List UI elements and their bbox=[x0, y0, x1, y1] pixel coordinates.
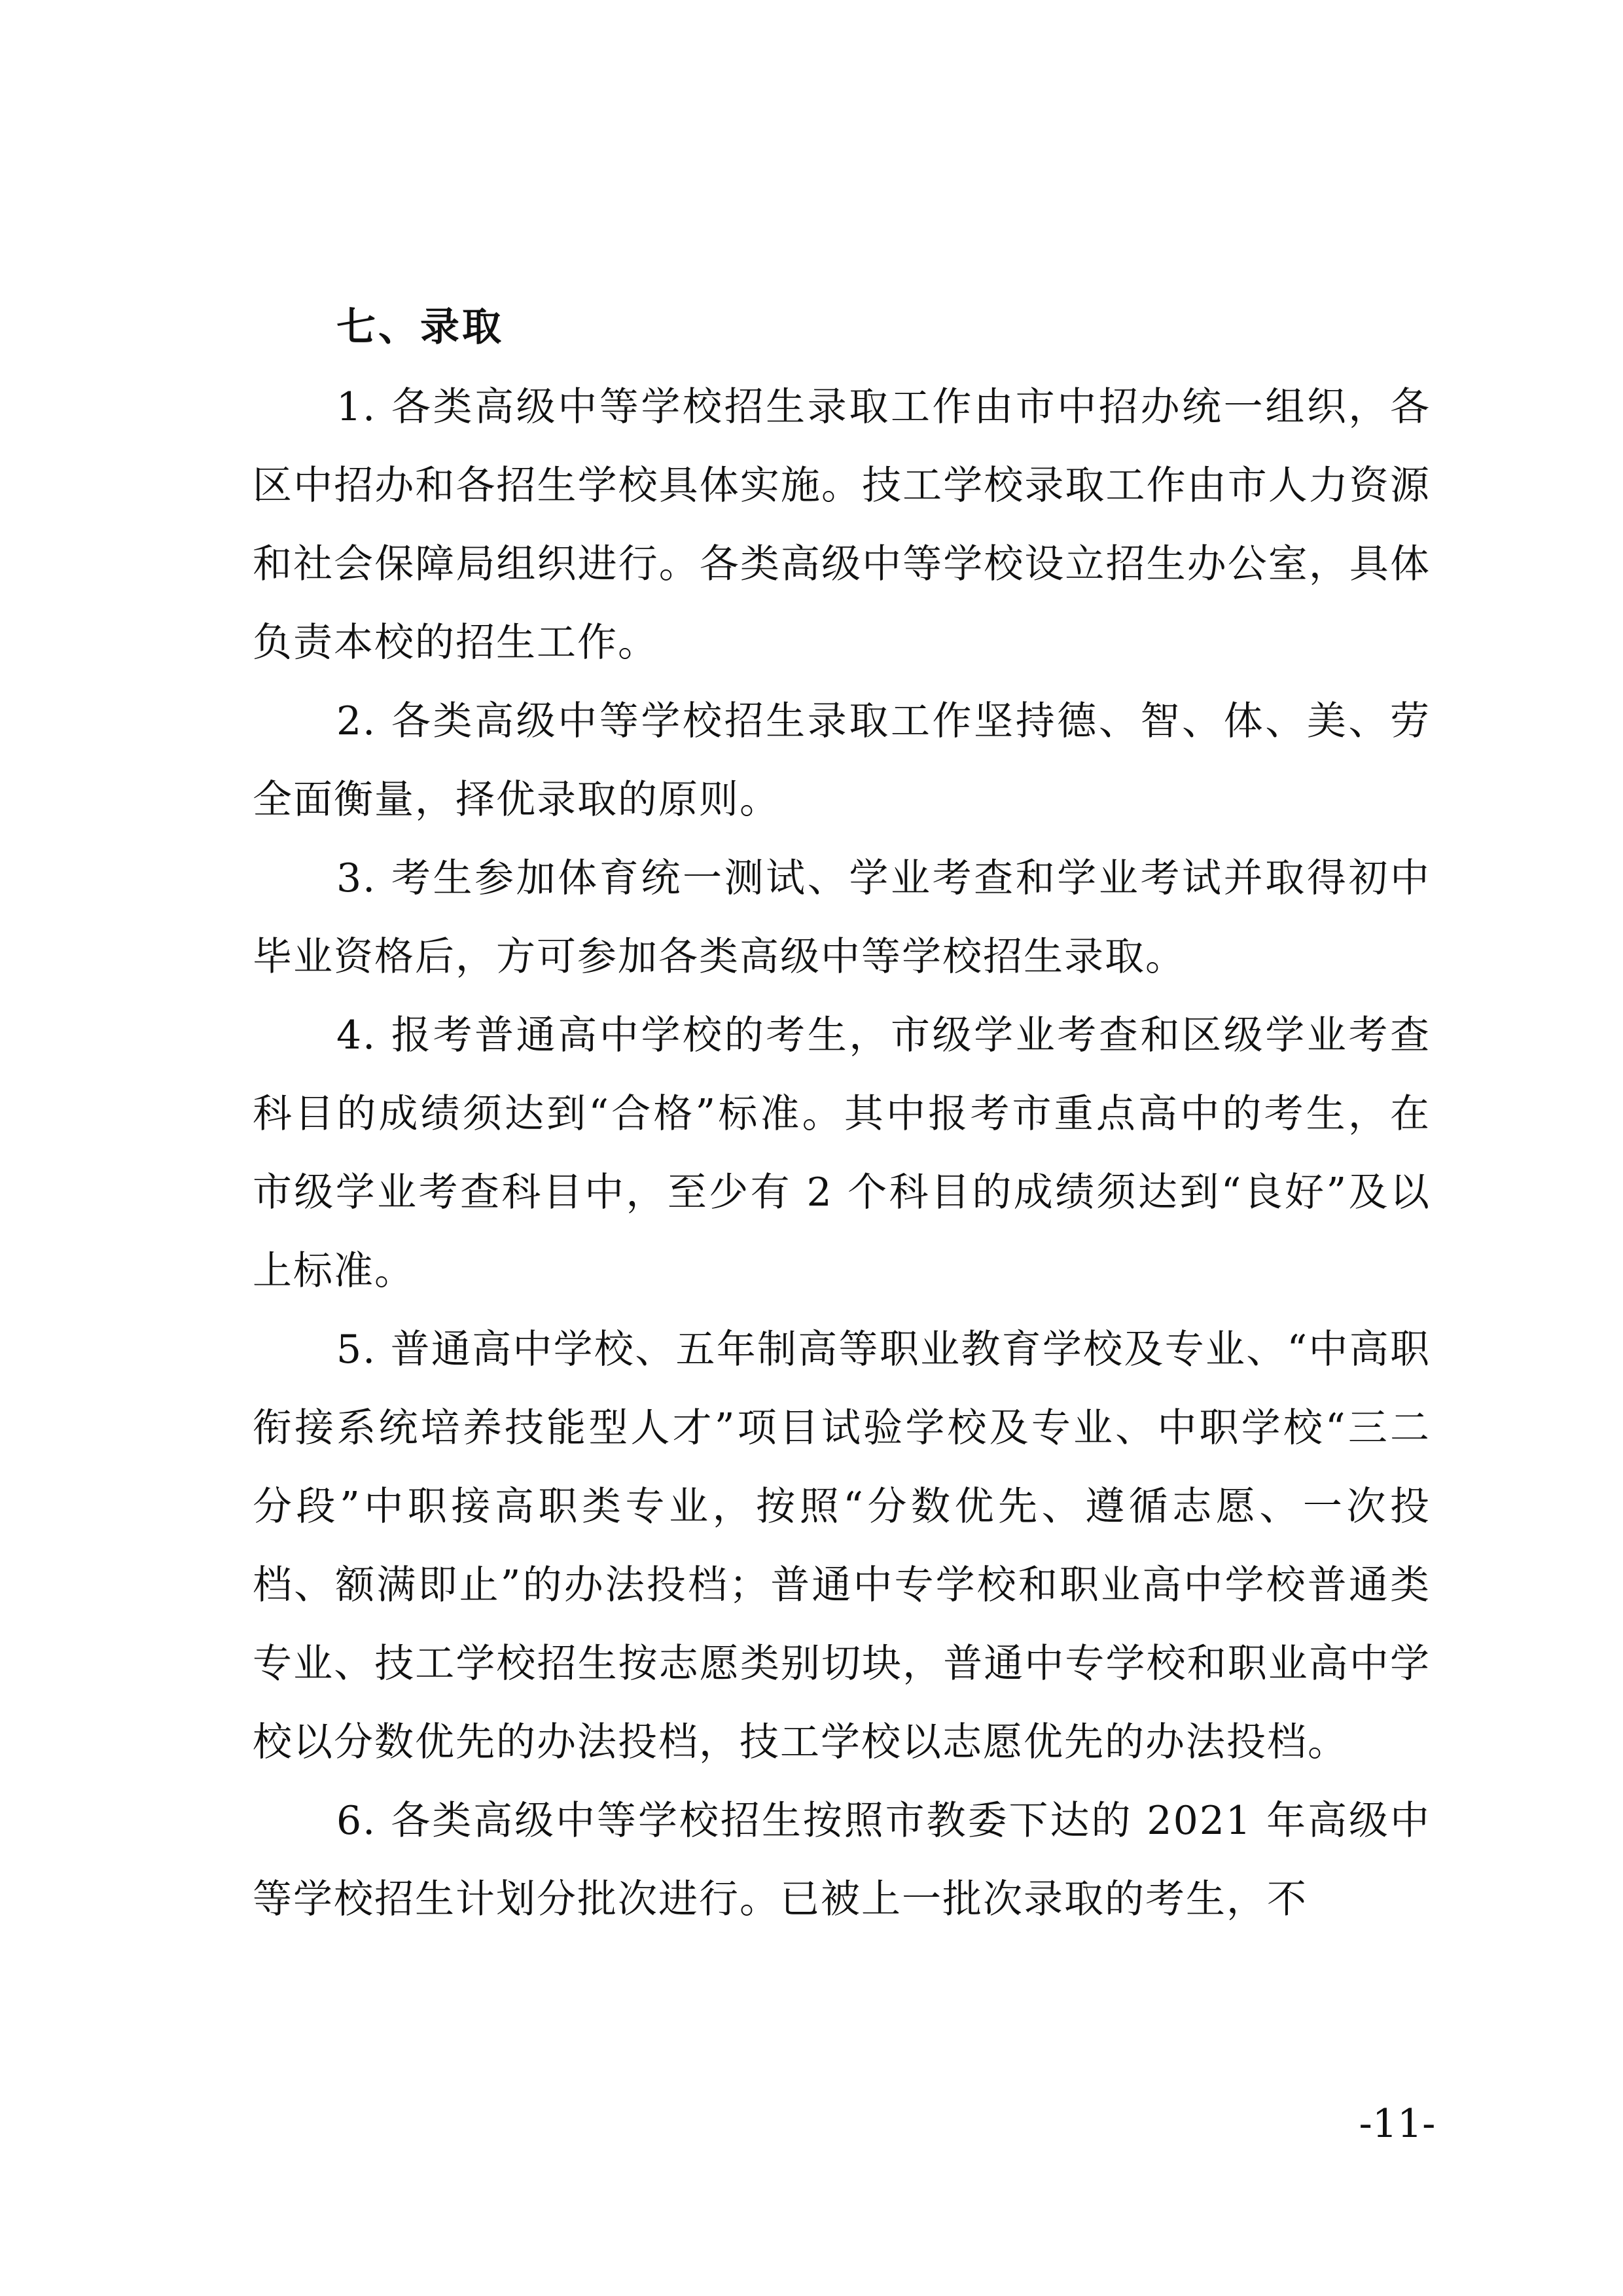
paragraph-1: 1. 各类高级中等学校招生录取工作由市中招办统一组织，各区中招办和各招生学校具体实施。技工学校录取工作由市人力资源和社会保障局组织进行。各类高级中等学校设立招生办公室，具体负责本校的招生工作。 bbox=[253, 384, 1431, 666]
paragraph-4: 4. 报考普通高中学校的考生，市级学业考查和区级学业考查科目的成绩须达到“合格”标准。其中报考市重点高中的考生，在市级学业考查科目中，至少有 2 个科目的成绩须达到“良好”及以上标准。 bbox=[253, 1013, 1431, 1294]
paragraph-6: 6. 各类高级中等学校招生按照市教委下达的 2021 年高级中等学校招生计划分批次进行。已被上一批次录取的考生，不 bbox=[253, 1798, 1431, 1922]
section-heading: 七、录取 bbox=[336, 304, 504, 350]
paragraph-3: 3. 考生参加体育统一测试、学业考查和学业考试并取得初中毕业资格后，方可参加各类高级中等学校招生录取。 bbox=[253, 855, 1431, 980]
page-number: -11- bbox=[1359, 2101, 1436, 2147]
paragraph-5: 5. 普通高中学校、五年制高等职业教育学校及专业、“中高职衔接系统培养技能型人才”项目试验学校及专业、中职学校“三二分段”中职接高职类专业，按照“分数优先、遵循志愿、一次投档、额满即止”的办法投档；普通中专学校和职业高中学校普通类专业、技工学校招生按志愿类别切块，普通中专学校和职业高中学校以分数优先的办法投档，技工学校以志愿优先的办法投档。 bbox=[253, 1327, 1431, 1765]
paragraph-2: 2. 各类高级中等学校招生录取工作坚持德、智、体、美、劳全面衡量，择优录取的原则。 bbox=[253, 698, 1431, 823]
page-content bbox=[253, 296, 1431, 1939]
